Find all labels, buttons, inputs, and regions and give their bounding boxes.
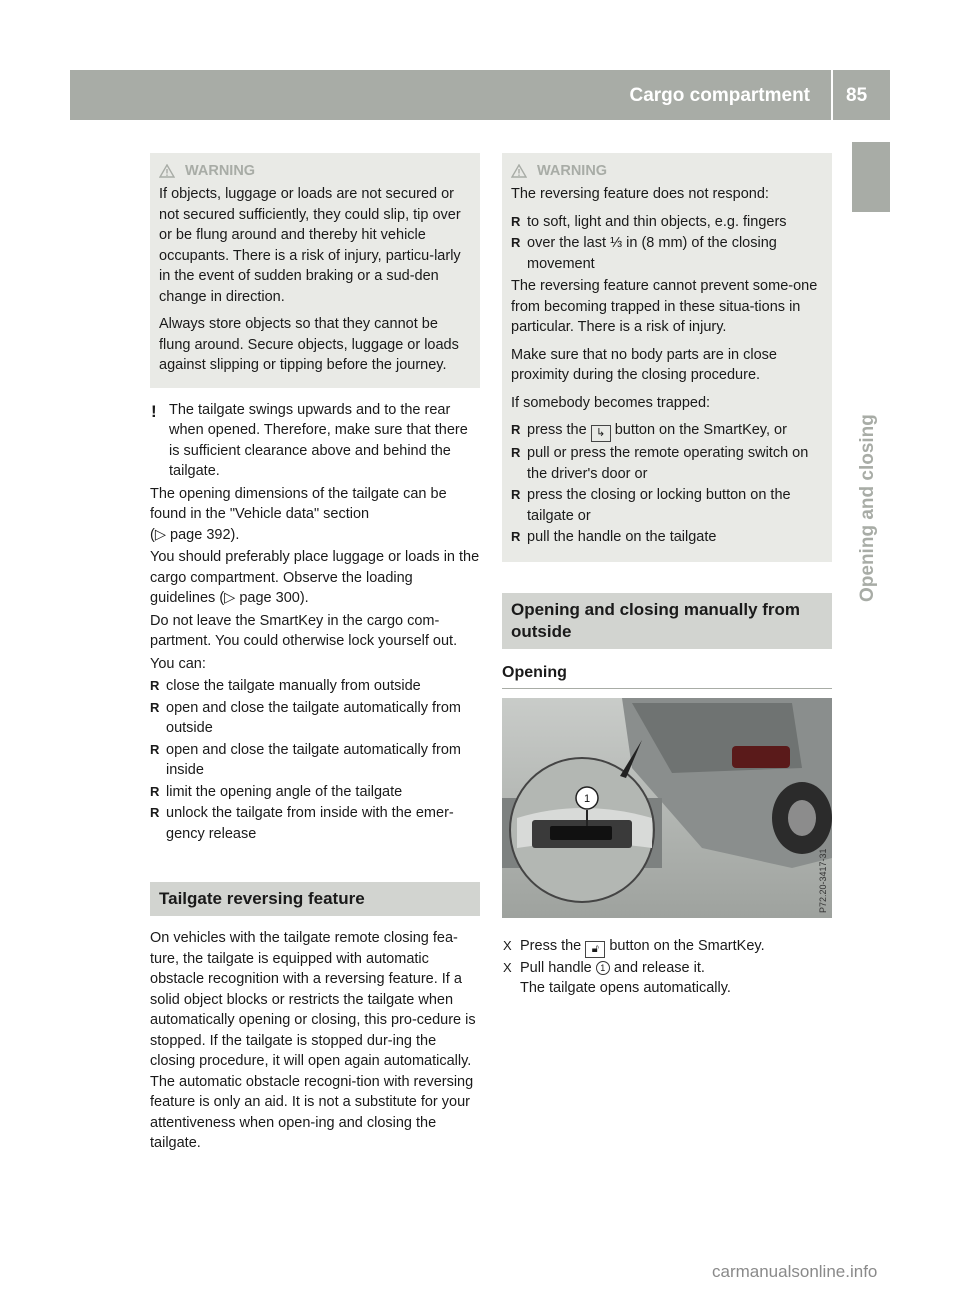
list-item: R close the tailgate manually from outside xyxy=(150,676,480,697)
left-column xyxy=(150,153,480,1156)
paragraph-preferably: You should preferably place luggage or loads in the cargo compartment. Observe the loading guidelines (▷ page 300). xyxy=(150,549,480,606)
paragraph-smartkey: Do not leave the SmartKey in the cargo com-partment. You could otherwise lock yourself out. xyxy=(150,612,458,649)
bullet-r-icon: R xyxy=(511,422,521,437)
warning-text: The reversing feature cannot prevent some-one from becoming trapped in these situa-tions in particular. There is a risk of injury. xyxy=(511,278,818,335)
note-text: The tailgate swings upwards and to the rear when opened. Therefore, make sure that there is sufficient clearance above and behind the tailgate. xyxy=(169,401,468,479)
warning-text: The reversing feature does not respond: xyxy=(511,186,769,202)
page-link-300[interactable]: page 300). xyxy=(239,590,309,606)
header-divider xyxy=(831,70,833,120)
page-link-392[interactable]: page 392). xyxy=(170,526,240,543)
bullet-r-icon: R xyxy=(150,783,160,799)
warning-text: Make sure that no body parts are in close proximity during the closing procedure. xyxy=(511,346,777,383)
figure-callout-1: 1 xyxy=(583,793,591,805)
warning-text: If objects, luggage or loads are not secured or not secured sufficiently, they could slip, tip over or be flung around and thereby hit vehicle occupants. There is a risk of injury, particu-larly in the event of sudden braking or a sud-den change in direction. xyxy=(159,186,461,305)
step-x-icon: X xyxy=(503,937,512,953)
side-tab-marker xyxy=(852,142,890,212)
figure-code: P72.20-3417-31 xyxy=(818,848,828,913)
list-item: R open and close the tailgate automatically from outside xyxy=(150,699,462,736)
warning-text: If somebody becomes trapped: xyxy=(511,394,711,411)
unlock-icon: 🔓︎ xyxy=(585,941,605,958)
warning-triangle-icon xyxy=(511,164,527,178)
warning-heading xyxy=(511,158,824,184)
bullet-r-icon: R xyxy=(150,741,160,757)
warning-heading xyxy=(159,158,472,184)
watermark: carmanualsonline.info xyxy=(712,1262,878,1281)
bullet-r-icon: R xyxy=(150,678,160,693)
warning-box-objects xyxy=(150,153,480,388)
list-item: R open and close the tailgate automatically from inside xyxy=(150,741,462,778)
paragraph-you-can: You can: xyxy=(150,655,206,672)
header-section-title: Cargo compartment xyxy=(629,85,810,106)
paragraph-reversing: On vehicles with the tailgate remote closing fea-ture, the tailgate is equipped with automatic obstacle recognition with a reversing feature. If a solid object blocks or restricts the tailgate when automatically opening or closing, this pro-cedure is stopped. If the tailgate is stopped dur-ing the closing procedure, it will open again automatically. The automatic obstacle recogni-tion with reversing feature is only an aid. It is not a substitute for your attentiveness when open-ing and closing the tailgate. xyxy=(150,930,476,1151)
page-number: 85 xyxy=(846,85,868,106)
paragraph-dimensions: The opening dimensions of the tailgate can be found in the "Vehicle data" section (▷ page 392). xyxy=(150,485,447,543)
right-column xyxy=(502,153,832,999)
bullet-r-icon: R xyxy=(150,699,160,715)
tailgate-handle-figure xyxy=(502,698,832,918)
list-item: R pull the handle on the tailgate xyxy=(511,527,824,548)
step-item: X Press the 🔓︎ button on the SmartKey. xyxy=(502,936,832,958)
step-result: The tailgate opens automatically. xyxy=(520,980,731,996)
options-list xyxy=(150,676,480,844)
warning-triangle-icon xyxy=(159,164,175,178)
no-respond-list xyxy=(511,212,824,275)
warning-box-reversing xyxy=(502,153,832,562)
trapped-list xyxy=(511,420,824,548)
list-item: R over the last ⅓ in (8 mm) of the closing movement xyxy=(511,235,777,272)
list-item: R to soft, light and thin objects, e.g. fingers xyxy=(511,212,824,233)
exclamation-icon: ! xyxy=(151,401,157,421)
step-item: X Pull handle 1 and release it. The tailgate opens automatically. xyxy=(503,959,731,996)
warning-text: Always store objects so that they cannot be flung around. Secure objects, luggage or loads against slipping or tipping before the journey. xyxy=(159,316,459,373)
page-ref-icon: ▷ xyxy=(154,526,166,543)
subheading-opening: Opening xyxy=(502,657,832,690)
bullet-r-icon: R xyxy=(511,213,521,229)
warning-label: WARNING xyxy=(185,162,256,179)
step-x-icon: X xyxy=(503,959,512,975)
bullet-r-icon: R xyxy=(511,235,521,250)
list-item: R press the ↳ button on the SmartKey, or xyxy=(511,420,824,442)
tailgate-icon: ↳ xyxy=(591,425,611,442)
section-heading-reversing: Tailgate reversing feature xyxy=(150,882,480,916)
bullet-r-icon: R xyxy=(511,529,521,544)
callout-1-icon: 1 xyxy=(596,961,610,975)
list-item: R pull or press the remote operating switch on the driver's door or xyxy=(511,445,809,482)
steps-list xyxy=(502,936,832,999)
bullet-r-icon: R xyxy=(150,805,160,820)
note-tailgate-clearance xyxy=(150,400,480,482)
bullet-r-icon: R xyxy=(511,445,521,460)
list-item: R press the closing or locking button on the tailgate or xyxy=(511,487,791,524)
list-item: R unlock the tailgate from inside with the emer-gency release xyxy=(150,805,454,842)
list-item: R limit the opening angle of the tailgate xyxy=(150,782,480,803)
bullet-r-icon: R xyxy=(511,487,521,502)
warning-label: WARNING xyxy=(537,162,608,179)
page-ref-icon: ▷ xyxy=(224,590,236,606)
section-heading-manual: Opening and closing manually from outside xyxy=(502,593,832,649)
